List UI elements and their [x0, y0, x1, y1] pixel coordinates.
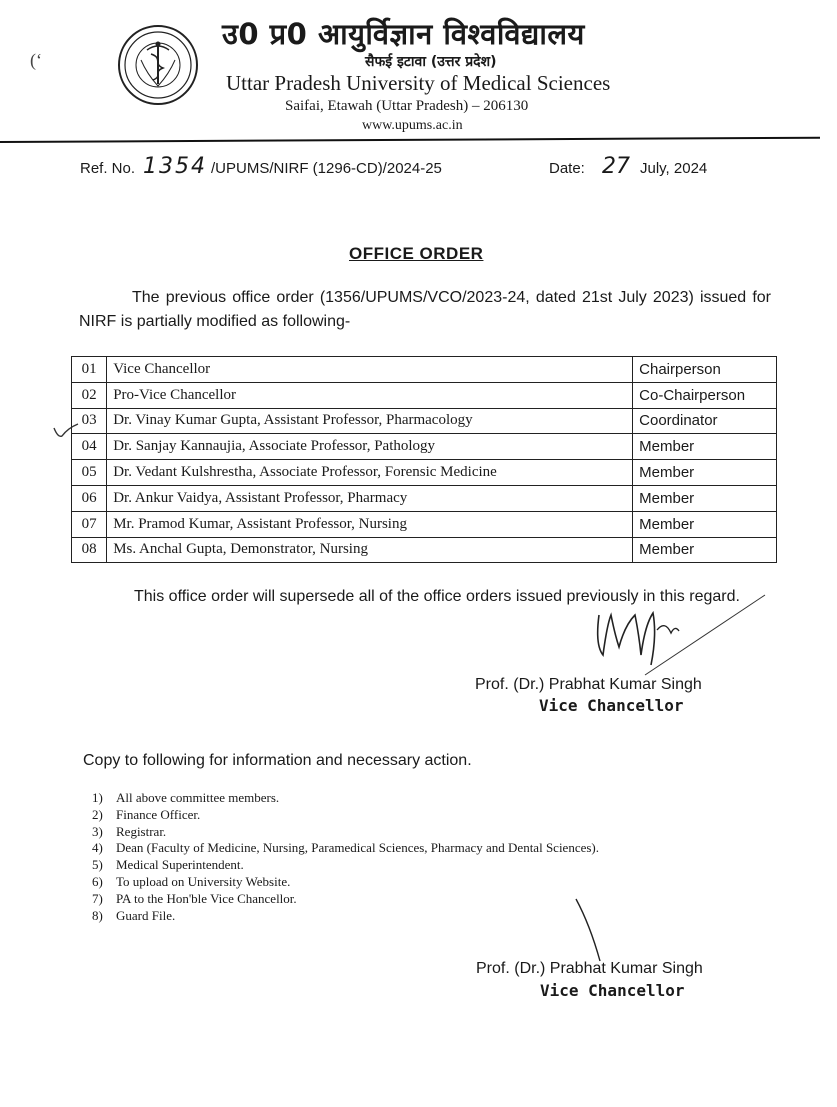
date-label: Date: — [549, 160, 585, 177]
copy-to-list — [92, 790, 599, 924]
list-item-number: 4) — [92, 840, 103, 856]
table-row — [72, 460, 777, 486]
list-item — [92, 874, 599, 891]
list-item-text: Dean (Faculty of Medicine, Nursing, Paramedical Sciences, Pharmacy and Dental Sciences). — [116, 840, 599, 856]
list-item-text: Finance Officer. — [116, 806, 201, 822]
list-item — [92, 908, 599, 925]
member-number: 06 — [72, 485, 107, 511]
list-item — [92, 790, 599, 807]
university-address: Saifai, Etawah (Uttar Pradesh) – 206130 — [285, 98, 529, 114]
office-order-title: OFFICE ORDER — [349, 244, 484, 263]
list-item — [92, 807, 599, 824]
member-name: Vice Chancellor — [107, 357, 633, 383]
member-role: Member — [633, 537, 777, 563]
signatory-name: Prof. (Dr.) Prabhat Kumar Singh — [475, 676, 702, 693]
ref-suffix: /UPUMS/NIRF (1296-CD)/2024-25 — [211, 160, 442, 177]
copy-signatory-name: Prof. (Dr.) Prabhat Kumar Singh — [476, 960, 703, 977]
list-item-number: 3) — [92, 823, 103, 839]
member-role: Member — [633, 460, 777, 486]
member-role: Member — [633, 511, 777, 537]
table-row — [72, 408, 777, 434]
member-name: Pro-Vice Chancellor — [107, 382, 633, 408]
member-role: Chairperson — [633, 357, 777, 383]
member-name: Dr. Ankur Vaidya, Assistant Professor, Pharmacy — [107, 485, 633, 511]
list-item — [92, 824, 599, 841]
list-item-text: All above committee members. — [116, 790, 280, 805]
member-number: 07 — [72, 511, 107, 537]
list-item-number: 7) — [92, 890, 103, 906]
list-item-number: 8) — [92, 907, 103, 923]
stray-pen-mark: (‘ — [30, 50, 42, 70]
university-english-name: Uttar Pradesh University of Medical Sciences — [226, 71, 611, 95]
university-hindi-location: सैफई इटावा (उत्तर प्रदेश) — [365, 54, 497, 70]
member-role: Member — [633, 485, 777, 511]
member-number: 05 — [72, 460, 107, 486]
table-row — [72, 511, 777, 537]
table-row — [72, 434, 777, 460]
list-item-number: 1) — [92, 790, 103, 805]
signature-stroke — [570, 895, 610, 965]
member-name: Dr. Vedant Kulshrestha, Associate Professor, Forensic Medicine — [107, 460, 633, 486]
member-number: 02 — [72, 382, 107, 408]
list-item-text: Medical Superintendent. — [116, 857, 244, 873]
committee-table — [71, 356, 777, 563]
signature-scribble — [585, 585, 775, 685]
list-item-number: 2) — [92, 806, 103, 822]
copy-to-heading: Copy to following for information and necessary action. — [83, 752, 472, 769]
list-item-text: Registrar. — [116, 823, 167, 839]
list-item — [92, 840, 599, 857]
list-item-text: To upload on University Website. — [116, 873, 291, 889]
member-role: Co-Chairperson — [633, 382, 777, 408]
copy-signatory-title: Vice Chancellor — [540, 981, 685, 1000]
table-row — [72, 537, 777, 563]
letterhead-divider — [0, 137, 820, 143]
list-item-number: 5) — [92, 857, 103, 873]
signatory-title: Vice Chancellor — [539, 696, 684, 715]
date-month-year: July, 2024 — [640, 160, 708, 177]
list-item-text: PA to the Hon'ble Vice Chancellor. — [116, 890, 297, 906]
member-number: 01 — [72, 357, 107, 383]
list-item — [92, 857, 599, 874]
table-row — [72, 357, 777, 383]
list-item — [92, 891, 599, 908]
intro-paragraph: The previous office order (1356/UPUMS/VCO/2023-24, dated 21st July 2023) issued for NIRF is partially modified as following- — [79, 289, 771, 330]
table-row — [72, 382, 777, 408]
university-seal-icon — [117, 24, 199, 106]
member-name: Dr. Sanjay Kannaujia, Associate Professor, Pathology — [107, 434, 633, 460]
member-name: Ms. Anchal Gupta, Demonstrator, Nursing — [107, 537, 633, 563]
member-role: Member — [633, 434, 777, 460]
member-number: 08 — [72, 537, 107, 563]
closing-paragraph: This office order will supersede all of the office orders issued previously in this regard. — [134, 588, 740, 605]
member-name: Dr. Vinay Kumar Gupta, Assistant Professor, Pharmacology — [107, 408, 633, 434]
table-row — [72, 485, 777, 511]
member-number: 04 — [72, 434, 107, 460]
ref-handwritten-number: 1354 — [143, 154, 207, 179]
list-item-number: 6) — [92, 873, 103, 889]
member-number: 03 — [72, 408, 107, 434]
date-handwritten-day: 27 — [602, 154, 630, 179]
list-item-text: Guard File. — [116, 907, 176, 923]
university-website: www.upums.ac.in — [362, 118, 463, 133]
member-role: Coordinator — [633, 408, 777, 434]
member-name: Mr. Pramod Kumar, Assistant Professor, Nursing — [107, 511, 633, 537]
university-hindi-name: उ0 प्र0 आयुर्विज्ञान विश्वविद्यालय — [222, 17, 585, 51]
ref-label: Ref. No. — [80, 160, 136, 177]
